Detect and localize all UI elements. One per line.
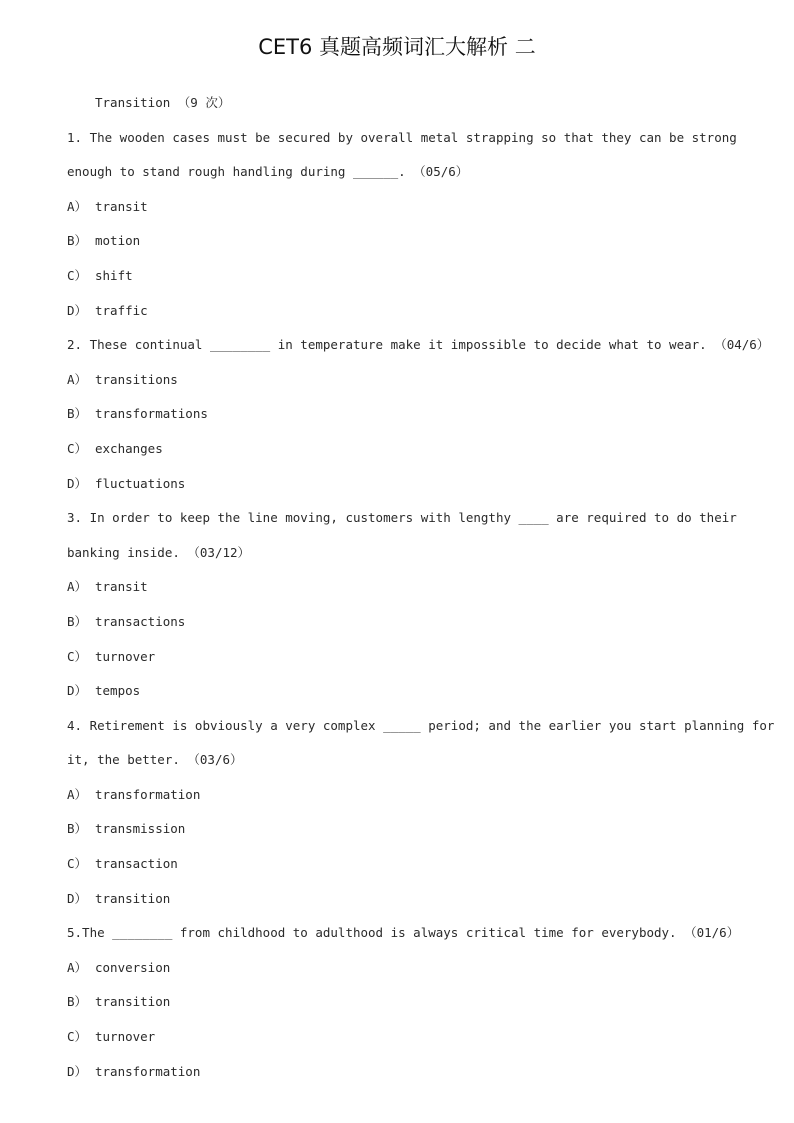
option-letter: C） xyxy=(67,856,88,872)
option-d xyxy=(67,1055,737,1090)
option-list xyxy=(67,363,737,501)
question-stem-line: enough to stand rough handling during ______. （05/6） xyxy=(67,164,469,180)
option-text: transit xyxy=(95,198,148,214)
option-letter: D） xyxy=(67,1063,88,1079)
option-letter: C） xyxy=(67,440,88,456)
option-letter: A） xyxy=(67,959,88,975)
option-c xyxy=(67,847,737,882)
option-text: transitions xyxy=(95,371,178,387)
option-letter: D） xyxy=(67,683,88,699)
question-4 xyxy=(67,709,775,917)
option-letter: A） xyxy=(67,579,88,595)
option-text: transformation xyxy=(95,786,201,802)
option-d xyxy=(67,294,737,329)
option-c xyxy=(67,259,737,294)
option-text: transformation xyxy=(95,1063,201,1079)
option-text: conversion xyxy=(95,959,171,975)
option-letter: C） xyxy=(67,648,88,664)
option-text: fluctuations xyxy=(95,475,186,491)
option-text: turnover xyxy=(95,648,156,664)
option-letter: D） xyxy=(67,302,88,318)
option-letter: C） xyxy=(67,1029,88,1045)
option-text: transaction xyxy=(95,856,178,872)
question-3 xyxy=(67,501,737,709)
question-stem-line: banking inside. （03/12） xyxy=(67,544,251,560)
option-text: turnover xyxy=(95,1029,156,1045)
option-letter: B） xyxy=(67,233,88,249)
option-c xyxy=(67,432,737,467)
option-letter: B） xyxy=(67,406,88,422)
option-text: transformations xyxy=(95,406,208,422)
option-c xyxy=(67,1020,737,1055)
question-stem-line: 3. In order to keep the line moving, customers with lengthy ____ are required to do their xyxy=(67,510,737,526)
option-list xyxy=(67,951,737,1089)
option-text: transit xyxy=(95,579,148,595)
option-text: transition xyxy=(95,890,171,906)
question-5 xyxy=(67,916,740,1089)
option-text: shift xyxy=(95,267,133,283)
option-text: tempos xyxy=(95,683,141,699)
option-a xyxy=(67,363,737,398)
option-text: traffic xyxy=(95,302,148,318)
option-b xyxy=(67,605,737,640)
document-content xyxy=(67,86,775,1089)
option-letter: A） xyxy=(67,198,88,214)
question-1 xyxy=(67,121,737,329)
option-letter: D） xyxy=(67,475,88,491)
page-title: CET6 真题高频词汇大解析 二 xyxy=(258,35,536,59)
option-letter: A） xyxy=(67,371,88,387)
option-text: transition xyxy=(95,994,171,1010)
option-letter: A） xyxy=(67,786,88,802)
option-letter: B） xyxy=(67,821,88,837)
option-letter: D） xyxy=(67,890,88,906)
option-d xyxy=(67,467,737,502)
option-d xyxy=(67,674,737,709)
option-a xyxy=(67,778,737,813)
option-text: exchanges xyxy=(95,440,163,456)
option-list xyxy=(67,190,737,328)
option-text: transactions xyxy=(95,613,186,629)
option-d xyxy=(67,882,737,917)
option-b xyxy=(67,397,737,432)
option-text: motion xyxy=(95,233,141,249)
option-a xyxy=(67,570,737,605)
option-b xyxy=(67,224,737,259)
option-b xyxy=(67,812,737,847)
option-list xyxy=(67,570,737,708)
section-heading: Transition （9 次） xyxy=(95,95,231,110)
option-c xyxy=(67,640,737,675)
question-stem-line: 2. These continual ________ in temperature make it impossible to decide what to wear. （04/6） xyxy=(67,337,770,353)
option-list xyxy=(67,778,737,916)
option-a xyxy=(67,190,737,225)
option-a xyxy=(67,951,737,986)
question-stem-line: 5.The ________ from childhood to adulthood is always critical time for everybody. （01/6） xyxy=(67,925,740,941)
question-stem-line: 4. Retirement is obviously a very complex _____ period; and the earlier you start planning for xyxy=(67,717,775,733)
question-2 xyxy=(67,328,770,501)
question-stem-line: it, the better. （03/6） xyxy=(67,752,243,768)
option-letter: B） xyxy=(67,994,88,1010)
question-stem-line: 1. The wooden cases must be secured by overall metal strapping so that they can be strong xyxy=(67,129,737,145)
option-text: transmission xyxy=(95,821,186,837)
option-letter: C） xyxy=(67,267,88,283)
option-letter: B） xyxy=(67,613,88,629)
option-b xyxy=(67,985,737,1020)
